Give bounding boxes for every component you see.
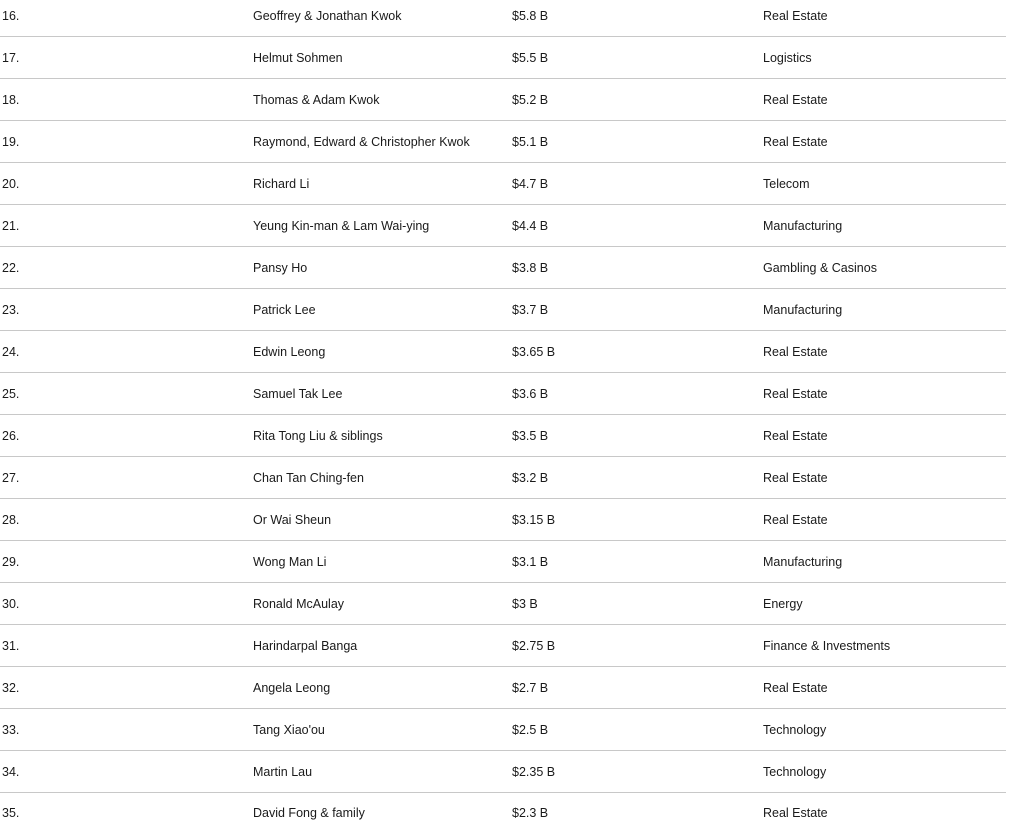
name-cell: Or Wai Sheun — [253, 513, 332, 527]
net-worth-cell: $2.75 B — [512, 639, 556, 653]
industry-cell: Real Estate — [763, 387, 828, 401]
net-worth-cell: $3.8 B — [512, 261, 549, 275]
industry-cell: Technology — [763, 765, 827, 779]
industry-cell: Gambling & Casinos — [763, 261, 877, 275]
table-row — [0, 121, 1006, 163]
industry-cell: Real Estate — [763, 806, 828, 820]
name-cell: Wong Man Li — [253, 555, 327, 569]
table-row — [0, 625, 1006, 667]
rank-cell: 30. — [2, 597, 20, 611]
table-row — [0, 205, 1006, 247]
industry-cell: Telecom — [763, 177, 810, 191]
rank-cell: 18. — [2, 93, 20, 107]
industry-cell: Logistics — [763, 51, 812, 65]
name-cell: Helmut Sohmen — [253, 51, 343, 65]
rank-cell: 31. — [2, 639, 20, 653]
name-cell: Tang Xiao'ou — [253, 723, 325, 737]
industry-cell: Real Estate — [763, 429, 828, 443]
table-row — [0, 289, 1006, 331]
net-worth-cell: $2.7 B — [512, 681, 549, 695]
net-worth-cell: $3.15 B — [512, 513, 556, 527]
rank-cell: 32. — [2, 681, 20, 695]
rank-cell: 33. — [2, 723, 20, 737]
net-worth-cell: $4.4 B — [512, 219, 549, 233]
table-row — [0, 373, 1006, 415]
industry-cell: Energy — [763, 597, 803, 611]
industry-cell: Manufacturing — [763, 219, 843, 233]
net-worth-cell: $3.1 B — [512, 555, 549, 569]
rank-cell: 23. — [2, 303, 20, 317]
net-worth-cell: $3 B — [512, 597, 538, 611]
rank-cell: 28. — [2, 513, 20, 527]
table-row — [0, 541, 1006, 583]
table-row — [0, 667, 1006, 709]
rank-cell: 21. — [2, 219, 20, 233]
name-cell: Richard Li — [253, 177, 310, 191]
rank-cell: 29. — [2, 555, 20, 569]
rank-cell: 17. — [2, 51, 20, 65]
net-worth-cell: $4.7 B — [512, 177, 549, 191]
table-row — [0, 331, 1006, 373]
table-row — [0, 457, 1006, 499]
industry-cell: Real Estate — [763, 93, 828, 107]
table-row — [0, 583, 1006, 625]
rank-cell: 24. — [2, 345, 20, 359]
rank-cell: 27. — [2, 471, 20, 485]
net-worth-cell: $3.5 B — [512, 429, 549, 443]
name-cell: David Fong & family — [253, 806, 365, 820]
name-cell: Samuel Tak Lee — [253, 387, 343, 401]
industry-cell: Manufacturing — [763, 303, 843, 317]
net-worth-cell: $2.3 B — [512, 806, 549, 820]
net-worth-cell: $3.6 B — [512, 387, 549, 401]
rank-cell: 16. — [2, 9, 20, 23]
rank-cell: 25. — [2, 387, 20, 401]
net-worth-cell: $2.35 B — [512, 765, 556, 779]
rank-cell: 26. — [2, 429, 20, 443]
table-row — [0, 751, 1006, 793]
name-cell: Pansy Ho — [253, 261, 308, 275]
net-worth-cell: $5.1 B — [512, 135, 549, 149]
name-cell: Harindarpal Banga — [253, 639, 358, 653]
rank-cell: 19. — [2, 135, 20, 149]
industry-cell: Real Estate — [763, 345, 828, 359]
net-worth-cell: $3.2 B — [512, 471, 549, 485]
table-row — [0, 163, 1006, 205]
net-worth-cell: $2.5 B — [512, 723, 549, 737]
rank-cell: 35. — [2, 806, 20, 820]
net-worth-cell: $5.5 B — [512, 51, 549, 65]
table-row — [0, 247, 1006, 289]
industry-cell: Real Estate — [763, 135, 828, 149]
industry-cell: Finance & Investments — [763, 639, 891, 653]
industry-cell: Real Estate — [763, 9, 828, 23]
name-cell: Geoffrey & Jonathan Kwok — [253, 9, 402, 23]
table-row — [0, 0, 1006, 37]
name-cell: Yeung Kin-man & Lam Wai-ying — [253, 219, 430, 233]
name-cell: Raymond, Edward & Christopher Kwok — [253, 135, 470, 149]
industry-cell: Real Estate — [763, 471, 828, 485]
table-row — [0, 415, 1006, 457]
name-cell: Edwin Leong — [253, 345, 326, 359]
industry-cell: Real Estate — [763, 681, 828, 695]
net-worth-cell: $5.2 B — [512, 93, 549, 107]
name-cell: Martin Lau — [253, 765, 313, 779]
industry-cell: Technology — [763, 723, 827, 737]
rank-cell: 22. — [2, 261, 20, 275]
industry-cell: Real Estate — [763, 513, 828, 527]
net-worth-cell: $3.7 B — [512, 303, 549, 317]
net-worth-cell: $5.8 B — [512, 9, 549, 23]
rank-cell: 34. — [2, 765, 20, 779]
name-cell: Rita Tong Liu & siblings — [253, 429, 383, 443]
table-row — [0, 499, 1006, 541]
name-cell: Patrick Lee — [253, 303, 316, 317]
industry-cell: Manufacturing — [763, 555, 843, 569]
table-row — [0, 79, 1006, 121]
table-row — [0, 709, 1006, 751]
table-row — [0, 793, 1006, 835]
name-cell: Ronald McAulay — [253, 597, 345, 611]
table-row — [0, 37, 1006, 79]
name-cell: Angela Leong — [253, 681, 331, 695]
name-cell: Thomas & Adam Kwok — [253, 93, 380, 107]
name-cell: Chan Tan Ching-fen — [253, 471, 364, 485]
rank-cell: 20. — [2, 177, 20, 191]
net-worth-cell: $3.65 B — [512, 345, 556, 359]
